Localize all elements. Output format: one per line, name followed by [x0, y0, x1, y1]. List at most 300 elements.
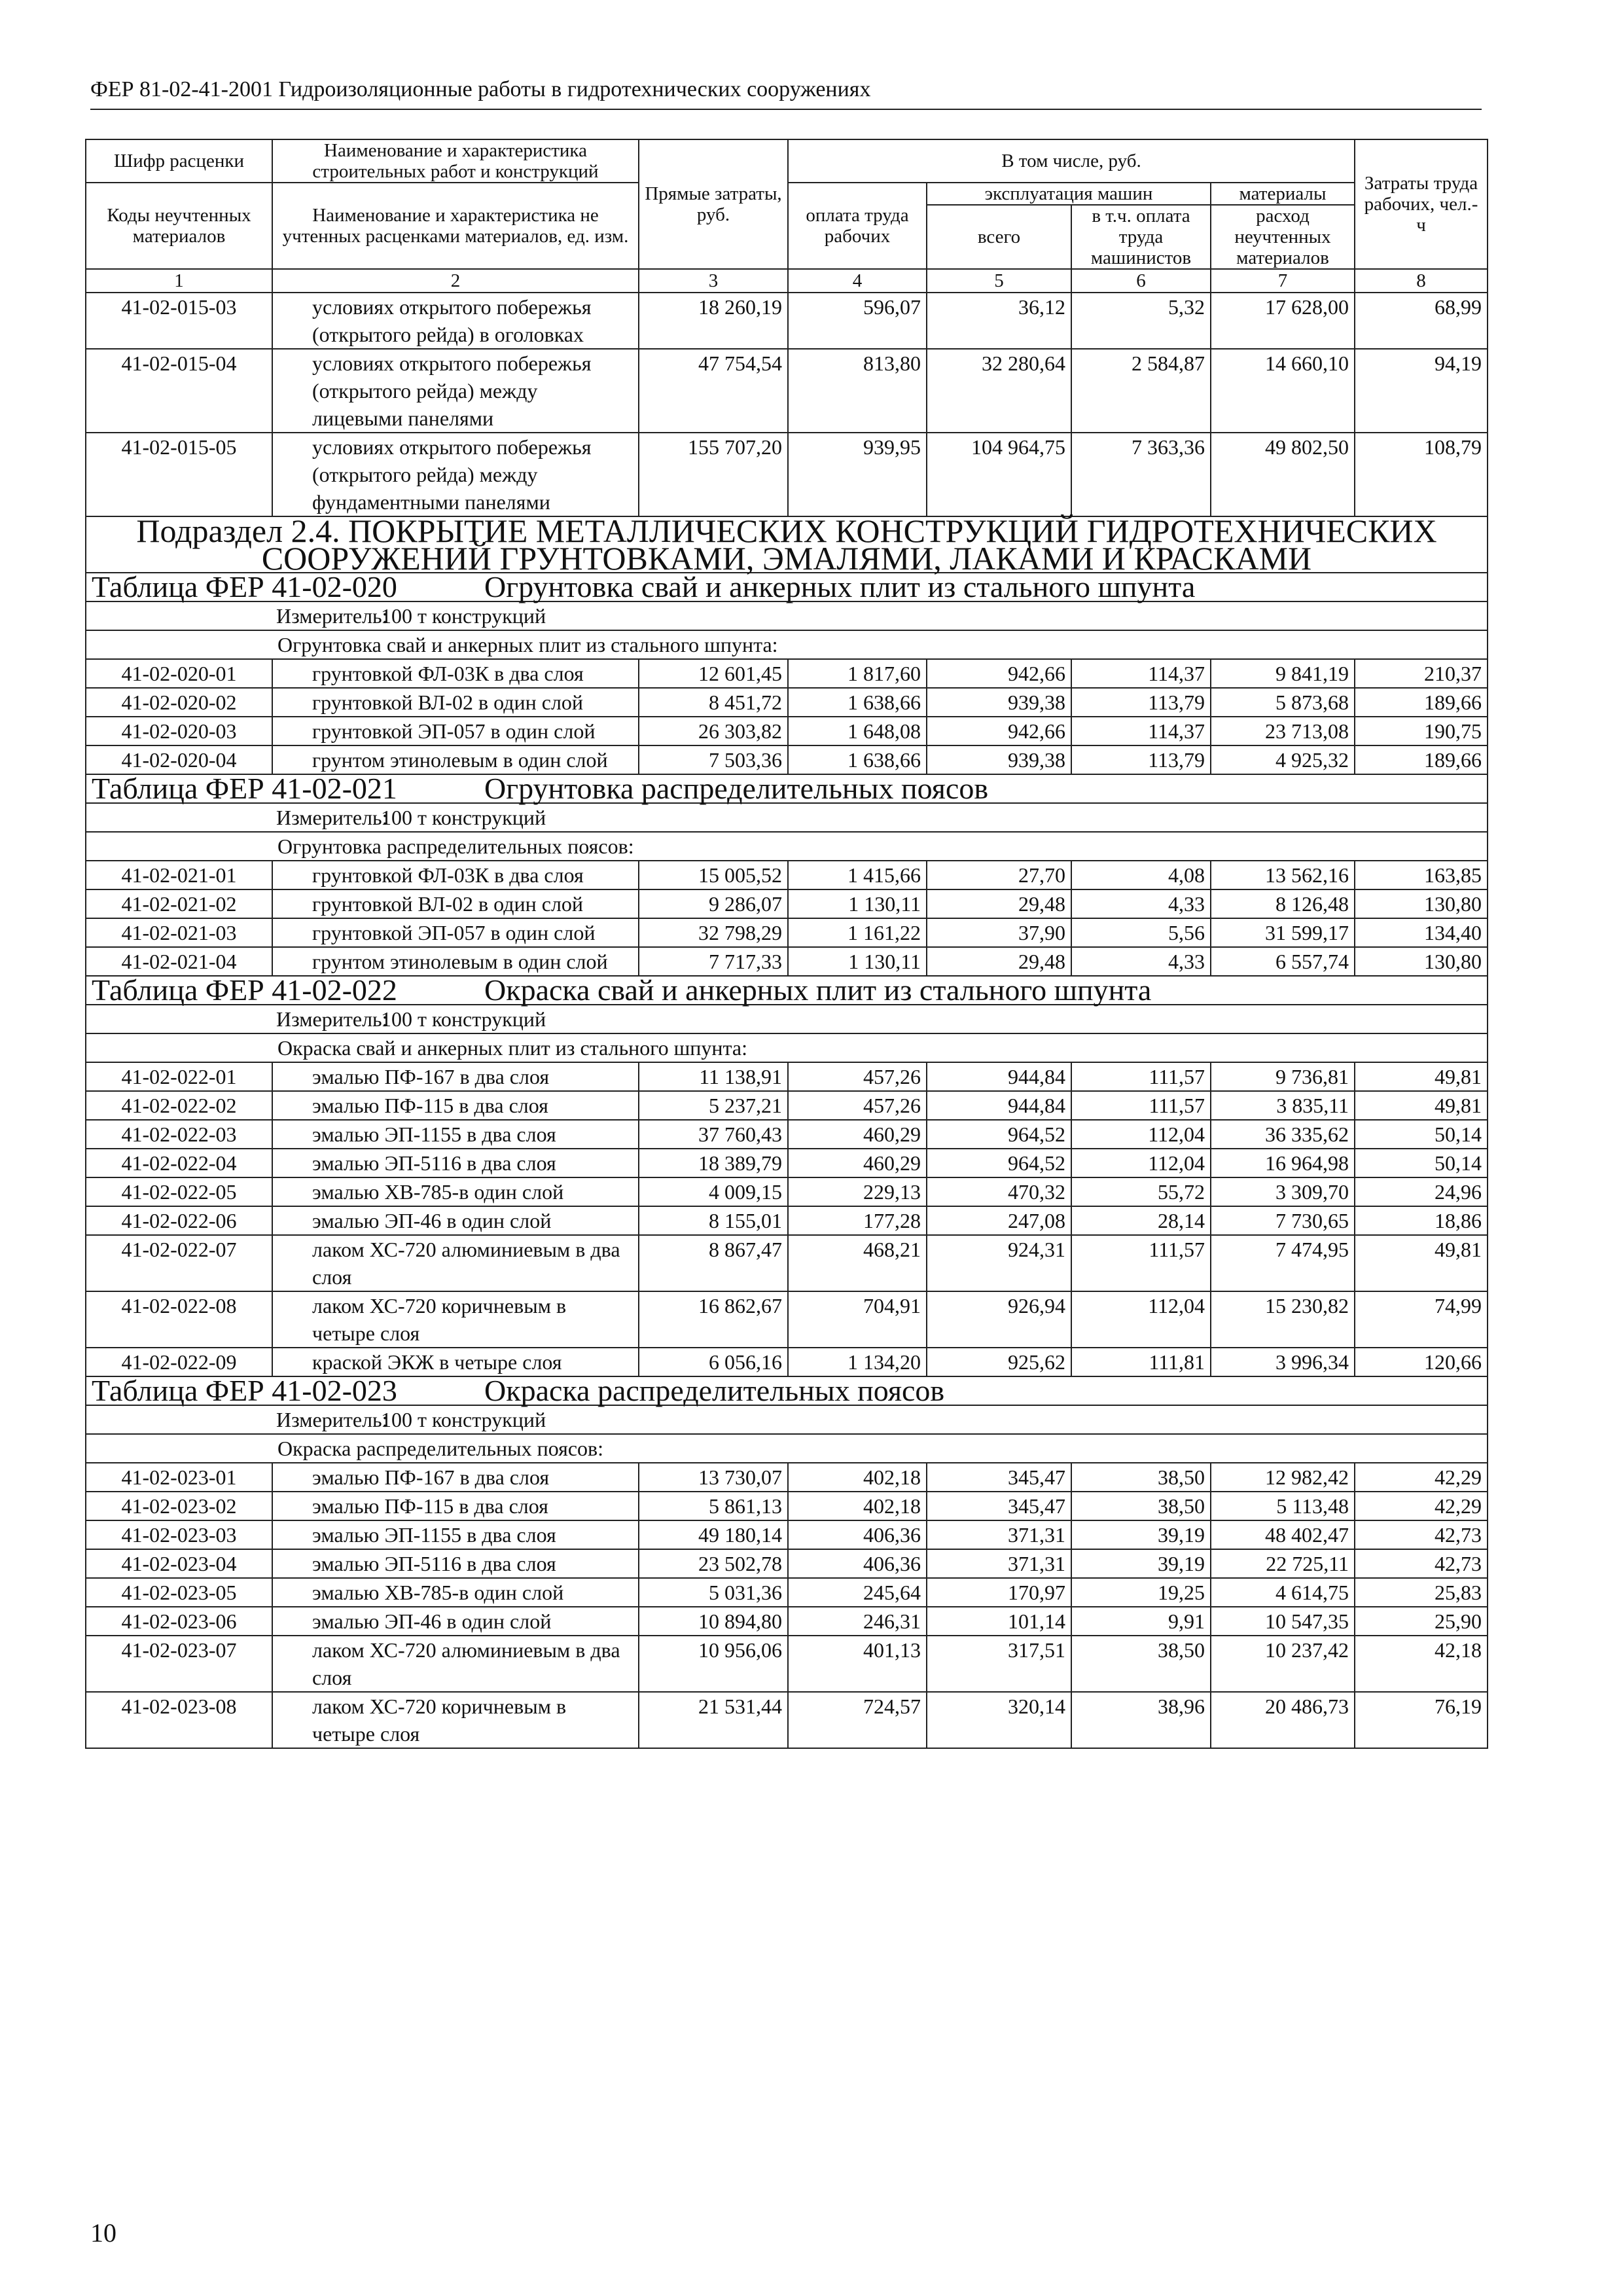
cell-wages: 1 648,08: [788, 717, 927, 745]
table-title-row: [86, 774, 1488, 803]
cell-machinists: 112,04: [1071, 1291, 1211, 1348]
page-header: ФЕР 81-02-41-2001 Гидроизоляционные работы в гидротехнических сооружениях: [90, 73, 1482, 110]
cell-wages: 406,36: [788, 1520, 927, 1549]
cell-code: 41-02-021-03: [86, 918, 272, 947]
section-title: Подраздел 2.4. ПОКРЫТИЕ МЕТАЛЛИЧЕСКИХ КОНСТРУКЦИЙ ГИДРОТЕХНИЧЕСКИХ СООРУЖЕНИЙ ГРУНТОВКАМИ, ЭМАЛЯМИ, ЛАКАМИ И КРАСКАМИ: [86, 516, 1488, 573]
cell-code: 41-02-023-06: [86, 1607, 272, 1636]
cell-code: 41-02-022-02: [86, 1091, 272, 1120]
column-number: 3: [639, 269, 788, 293]
meter-label: Измеритель:: [276, 806, 388, 829]
col-labor-header: Затраты труда рабочих, чел.-ч: [1355, 139, 1488, 269]
cell-labor: 18,86: [1355, 1206, 1488, 1235]
cell-machines: 964,52: [927, 1120, 1071, 1149]
cell-direct: 32 798,29: [639, 918, 788, 947]
cell-direct: 11 138,91: [639, 1062, 788, 1091]
meter-row: [86, 803, 1488, 832]
cell-wages: 245,64: [788, 1578, 927, 1607]
cell-materials: 7 730,65: [1211, 1206, 1355, 1235]
table-row: [86, 889, 1488, 918]
cell-direct: 37 760,43: [639, 1120, 788, 1149]
cell-name: условиях открытого побережья (открытого рейда) между фундаментными панелями: [272, 433, 639, 516]
cell-code: 41-02-022-07: [86, 1235, 272, 1291]
cell-name: грунтом этинолевым в один слой: [272, 947, 639, 976]
table-row: [86, 1607, 1488, 1636]
table-name: Окраска свай и анкерных плит из стального шпунта: [484, 973, 1152, 1007]
table-title: [86, 1376, 1488, 1405]
col-name-unaccounted-header: Наименование и характеристика не учтенных расценками материалов, ед. изм.: [272, 183, 639, 269]
col-direct-header: Прямые затраты, руб.: [639, 139, 788, 269]
cell-direct: 18 260,19: [639, 293, 788, 349]
cell-direct: 5 237,21: [639, 1091, 788, 1120]
cell-machines: 939,38: [927, 745, 1071, 774]
group-caption-row: [86, 630, 1488, 659]
cell-machines: 944,84: [927, 1091, 1071, 1120]
cell-code: 41-02-023-01: [86, 1463, 272, 1492]
cell-machinists: 111,57: [1071, 1062, 1211, 1091]
col-machinist-wages-header: в т.ч. оплата труда машинистов: [1071, 205, 1211, 269]
cell-materials: 7 474,95: [1211, 1235, 1355, 1291]
cell-machines: 371,31: [927, 1520, 1071, 1549]
cell-labor: 50,14: [1355, 1149, 1488, 1177]
cell-machinists: 7 363,36: [1071, 433, 1211, 516]
cell-wages: 460,29: [788, 1120, 927, 1149]
table-row: [86, 1636, 1488, 1692]
table-row: [86, 659, 1488, 688]
cell-machinists: 5,56: [1071, 918, 1211, 947]
cell-materials: 4 614,75: [1211, 1578, 1355, 1607]
column-number: 6: [1071, 269, 1211, 293]
cell-direct: 18 389,79: [639, 1149, 788, 1177]
meter-label: Измеритель:: [276, 604, 388, 628]
cell-direct: 9 286,07: [639, 889, 788, 918]
cell-machinists: 4,33: [1071, 947, 1211, 976]
cell-direct: 49 180,14: [639, 1520, 788, 1549]
cell-code: 41-02-022-09: [86, 1348, 272, 1376]
cell-name: условиях открытого побережья (открытого рейда) между лицевыми панелями: [272, 349, 639, 433]
table-name: Огрунтовка свай и анкерных плит из стального шпунта: [484, 570, 1196, 603]
cell-code: 41-02-020-03: [86, 717, 272, 745]
cell-labor: 190,75: [1355, 717, 1488, 745]
cell-labor: 42,29: [1355, 1463, 1488, 1492]
cell-materials: 3 996,34: [1211, 1348, 1355, 1376]
cell-materials: 15 230,82: [1211, 1291, 1355, 1348]
cell-machinists: 114,37: [1071, 717, 1211, 745]
page-number: 10: [90, 2218, 116, 2248]
cell-code: 41-02-015-04: [86, 349, 272, 433]
meter-row: [86, 601, 1488, 630]
table-row: [86, 433, 1488, 516]
cell-name: эмалью ЭП-1155 в два слоя: [272, 1520, 639, 1549]
cell-code: 41-02-023-03: [86, 1520, 272, 1549]
table-body: [86, 293, 1488, 1748]
table-row: [86, 1520, 1488, 1549]
column-number: 7: [1211, 269, 1355, 293]
cell-machines: 470,32: [927, 1177, 1071, 1206]
cell-name: грунтовкой ЭП-057 в один слой: [272, 918, 639, 947]
cell-materials: 48 402,47: [1211, 1520, 1355, 1549]
cell-materials: 9 841,19: [1211, 659, 1355, 688]
cell-direct: 23 502,78: [639, 1549, 788, 1578]
cell-machines: 942,66: [927, 659, 1071, 688]
cell-direct: 5 861,13: [639, 1492, 788, 1520]
cell-wages: 457,26: [788, 1091, 927, 1120]
cell-direct: 5 031,36: [639, 1578, 788, 1607]
cell-machines: 345,47: [927, 1463, 1071, 1492]
cell-labor: 50,14: [1355, 1120, 1488, 1149]
cell-machinists: 112,04: [1071, 1149, 1211, 1177]
cell-wages: 1 415,66: [788, 861, 927, 889]
meter: [86, 1005, 1488, 1033]
cell-code: 41-02-022-05: [86, 1177, 272, 1206]
meter-value: 100 т конструкций: [381, 806, 546, 829]
cell-machinists: 28,14: [1071, 1206, 1211, 1235]
cell-labor: 42,73: [1355, 1549, 1488, 1578]
cell-machines: 29,48: [927, 947, 1071, 976]
cell-labor: 210,37: [1355, 659, 1488, 688]
cell-code: 41-02-021-01: [86, 861, 272, 889]
cell-materials: 22 725,11: [1211, 1549, 1355, 1578]
cell-machines: 37,90: [927, 918, 1071, 947]
cell-materials: 8 126,48: [1211, 889, 1355, 918]
cell-direct: 10 956,06: [639, 1636, 788, 1692]
cell-wages: 406,36: [788, 1549, 927, 1578]
col-materials-sub-header: расход неучтенных материалов: [1211, 205, 1355, 269]
table-row: [86, 349, 1488, 433]
cell-machinists: 38,50: [1071, 1636, 1211, 1692]
cell-wages: 1 638,66: [788, 688, 927, 717]
cell-materials: 10 237,42: [1211, 1636, 1355, 1692]
cell-materials: 10 547,35: [1211, 1607, 1355, 1636]
cell-machines: 247,08: [927, 1206, 1071, 1235]
meter: [86, 601, 1488, 630]
table-row: [86, 1692, 1488, 1748]
cell-name: грунтом этинолевым в один слой: [272, 745, 639, 774]
table-row: [86, 688, 1488, 717]
cell-direct: 15 005,52: [639, 861, 788, 889]
cell-labor: 74,99: [1355, 1291, 1488, 1348]
cell-labor: 24,96: [1355, 1177, 1488, 1206]
cell-code: 41-02-023-02: [86, 1492, 272, 1520]
cell-machinists: 4,33: [1071, 889, 1211, 918]
cell-machines: 939,38: [927, 688, 1071, 717]
cell-code: 41-02-020-01: [86, 659, 272, 688]
cell-machinists: 5,32: [1071, 293, 1211, 349]
cell-name: грунтовкой ВЛ-02 в один слой: [272, 688, 639, 717]
cell-name: эмалью ПФ-167 в два слоя: [272, 1062, 639, 1091]
col-machines-header: эксплуатация машин: [927, 183, 1211, 205]
cell-labor: 120,66: [1355, 1348, 1488, 1376]
cell-machines: 29,48: [927, 889, 1071, 918]
cell-labor: 49,81: [1355, 1091, 1488, 1120]
column-number: 1: [86, 269, 272, 293]
cell-name: грунтовкой ФЛ-03К в два слоя: [272, 659, 639, 688]
cell-wages: 229,13: [788, 1177, 927, 1206]
meter-label: Измеритель:: [276, 1007, 388, 1031]
col-materials-header: материалы: [1211, 183, 1355, 205]
table-row: [86, 1062, 1488, 1091]
cell-labor: 163,85: [1355, 861, 1488, 889]
table-id: Таблица ФЕР 41-02-021: [92, 772, 397, 805]
cell-direct: 7 503,36: [639, 745, 788, 774]
cell-direct: 155 707,20: [639, 433, 788, 516]
cell-materials: 5 873,68: [1211, 688, 1355, 717]
table-row: [86, 745, 1488, 774]
cell-name: лаком ХС-720 коричневым в четыре слоя: [272, 1692, 639, 1748]
cell-labor: 189,66: [1355, 688, 1488, 717]
col-code-header: Шифр расценки: [86, 139, 272, 183]
column-numbers-row: [86, 269, 1488, 293]
group-caption-row: [86, 1033, 1488, 1062]
cell-machines: 101,14: [927, 1607, 1071, 1636]
group-caption: Окраска свай и анкерных плит из стального шпунта:: [86, 1033, 1488, 1062]
group-caption: Огрунтовка распределительных поясов:: [86, 832, 1488, 861]
col-name-header: Наименование и характеристика строительных работ и конструкций: [272, 139, 639, 183]
table-title: [86, 570, 1488, 603]
cell-labor: 134,40: [1355, 918, 1488, 947]
table-name: Окраска распределительных поясов: [484, 1374, 945, 1407]
cell-name: грунтовкой ВЛ-02 в один слой: [272, 889, 639, 918]
cell-wages: 402,18: [788, 1463, 927, 1492]
cell-machines: 926,94: [927, 1291, 1071, 1348]
cell-wages: 704,91: [788, 1291, 927, 1348]
cell-machinists: 39,19: [1071, 1549, 1211, 1578]
table-row: [86, 861, 1488, 889]
cell-materials: 20 486,73: [1211, 1692, 1355, 1748]
table-name: Огрунтовка распределительных поясов: [484, 772, 989, 805]
table-title: [86, 774, 1488, 803]
table-row: [86, 717, 1488, 745]
table-row: [86, 1091, 1488, 1120]
table-title-row: [86, 976, 1488, 1005]
column-number: 5: [927, 269, 1071, 293]
cell-machines: 944,84: [927, 1062, 1071, 1091]
meter: [86, 803, 1488, 832]
cell-machines: 345,47: [927, 1492, 1071, 1520]
cell-direct: 8 451,72: [639, 688, 788, 717]
column-number: 2: [272, 269, 639, 293]
cell-name: эмалью ЭП-1155 в два слоя: [272, 1120, 639, 1149]
table-title-row: [86, 573, 1488, 601]
cell-machines: 924,31: [927, 1235, 1071, 1291]
cell-machines: 317,51: [927, 1636, 1071, 1692]
cell-wages: 813,80: [788, 349, 927, 433]
cell-machinists: 114,37: [1071, 659, 1211, 688]
cell-code: 41-02-015-05: [86, 433, 272, 516]
cell-code: 41-02-021-04: [86, 947, 272, 976]
table-row: [86, 1206, 1488, 1235]
column-number: 4: [788, 269, 927, 293]
cell-machines: 32 280,64: [927, 349, 1071, 433]
cell-labor: 49,81: [1355, 1062, 1488, 1091]
cell-name: эмалью ЭП-5116 в два слоя: [272, 1549, 639, 1578]
cell-labor: 108,79: [1355, 433, 1488, 516]
cell-machinists: 111,57: [1071, 1091, 1211, 1120]
cell-direct: 8 867,47: [639, 1235, 788, 1291]
cell-code: 41-02-022-04: [86, 1149, 272, 1177]
cell-labor: 25,90: [1355, 1607, 1488, 1636]
cell-name: лаком ХС-720 алюминиевым в два слоя: [272, 1636, 639, 1692]
cell-machinists: 4,08: [1071, 861, 1211, 889]
cell-name: условиях открытого побережья (открытого рейда) в оголовках: [272, 293, 639, 349]
cell-wages: 1 134,20: [788, 1348, 927, 1376]
cell-wages: 596,07: [788, 293, 927, 349]
cell-wages: 177,28: [788, 1206, 927, 1235]
cell-machinists: 38,96: [1071, 1692, 1211, 1748]
cell-direct: 26 303,82: [639, 717, 788, 745]
cell-materials: 49 802,50: [1211, 433, 1355, 516]
meter: [86, 1405, 1488, 1434]
table-row: [86, 1120, 1488, 1149]
cell-code: 41-02-023-05: [86, 1578, 272, 1607]
cell-code: 41-02-015-03: [86, 293, 272, 349]
cell-name: лаком ХС-720 алюминиевым в два слоя: [272, 1235, 639, 1291]
table-id: Таблица ФЕР 41-02-020: [92, 570, 397, 603]
cell-machinists: 38,50: [1071, 1492, 1211, 1520]
cell-code: 41-02-023-07: [86, 1636, 272, 1692]
table-row: [86, 918, 1488, 947]
cell-name: эмалью ПФ-167 в два слоя: [272, 1463, 639, 1492]
cell-code: 41-02-022-08: [86, 1291, 272, 1348]
cell-wages: 1 161,22: [788, 918, 927, 947]
cell-wages: 468,21: [788, 1235, 927, 1291]
cell-direct: 6 056,16: [639, 1348, 788, 1376]
cell-labor: 25,83: [1355, 1578, 1488, 1607]
cell-direct: 8 155,01: [639, 1206, 788, 1235]
cell-direct: 4 009,15: [639, 1177, 788, 1206]
table-row: [86, 1549, 1488, 1578]
cell-machinists: 38,50: [1071, 1463, 1211, 1492]
cell-wages: 246,31: [788, 1607, 927, 1636]
cell-name: эмалью ЭП-5116 в два слоя: [272, 1149, 639, 1177]
col-machines-total-header: всего: [927, 205, 1071, 269]
rates-table: [85, 139, 1488, 1749]
cell-machinists: 55,72: [1071, 1177, 1211, 1206]
cell-code: 41-02-023-08: [86, 1692, 272, 1748]
cell-materials: 6 557,74: [1211, 947, 1355, 976]
cell-machinists: 113,79: [1071, 745, 1211, 774]
cell-machinists: 111,57: [1071, 1235, 1211, 1291]
cell-machines: 964,52: [927, 1149, 1071, 1177]
cell-labor: 189,66: [1355, 745, 1488, 774]
col-including-header: В том числе, руб.: [788, 139, 1355, 183]
cell-direct: 21 531,44: [639, 1692, 788, 1748]
cell-labor: 42,29: [1355, 1492, 1488, 1520]
cell-machinists: 111,81: [1071, 1348, 1211, 1376]
cell-materials: 3 309,70: [1211, 1177, 1355, 1206]
cell-labor: 42,73: [1355, 1520, 1488, 1549]
cell-wages: 1 638,66: [788, 745, 927, 774]
cell-code: 41-02-020-02: [86, 688, 272, 717]
cell-wages: 724,57: [788, 1692, 927, 1748]
group-caption-row: [86, 1434, 1488, 1463]
group-caption-row: [86, 832, 1488, 861]
cell-materials: 9 736,81: [1211, 1062, 1355, 1091]
table-row: [86, 1149, 1488, 1177]
cell-name: эмалью ЭП-46 в один слой: [272, 1607, 639, 1636]
cell-name: эмалью ХВ-785-в один слой: [272, 1578, 639, 1607]
cell-machines: 27,70: [927, 861, 1071, 889]
cell-machines: 170,97: [927, 1578, 1071, 1607]
cell-name: эмалью ЭП-46 в один слой: [272, 1206, 639, 1235]
cell-machinists: 9,91: [1071, 1607, 1211, 1636]
cell-code: 41-02-022-01: [86, 1062, 272, 1091]
table-header: [86, 139, 1488, 293]
cell-materials: 31 599,17: [1211, 918, 1355, 947]
cell-direct: 7 717,33: [639, 947, 788, 976]
cell-labor: 49,81: [1355, 1235, 1488, 1291]
cell-code: 41-02-022-06: [86, 1206, 272, 1235]
cell-machines: 925,62: [927, 1348, 1071, 1376]
cell-materials: 23 713,08: [1211, 717, 1355, 745]
section-row: [86, 516, 1488, 573]
table-row: [86, 1492, 1488, 1520]
cell-labor: 130,80: [1355, 947, 1488, 976]
cell-name: эмалью ПФ-115 в два слоя: [272, 1492, 639, 1520]
cell-materials: 17 628,00: [1211, 293, 1355, 349]
meter-row: [86, 1005, 1488, 1033]
cell-name: грунтовкой ФЛ-03К в два слоя: [272, 861, 639, 889]
cell-materials: 3 835,11: [1211, 1091, 1355, 1120]
table-row: [86, 947, 1488, 976]
cell-wages: 460,29: [788, 1149, 927, 1177]
cell-materials: 12 982,42: [1211, 1463, 1355, 1492]
col-code-unaccounted-header: Коды неучтенных материалов: [86, 183, 272, 269]
cell-labor: 130,80: [1355, 889, 1488, 918]
table-title: [86, 973, 1488, 1007]
cell-name: грунтовкой ЭП-057 в один слой: [272, 717, 639, 745]
cell-machinists: 113,79: [1071, 688, 1211, 717]
table-row: [86, 1578, 1488, 1607]
cell-machines: 371,31: [927, 1549, 1071, 1578]
cell-machinists: 112,04: [1071, 1120, 1211, 1149]
cell-wages: 401,13: [788, 1636, 927, 1692]
table-row: [86, 1348, 1488, 1376]
cell-wages: 457,26: [788, 1062, 927, 1091]
cell-machinists: 2 584,87: [1071, 349, 1211, 433]
meter-row: [86, 1405, 1488, 1434]
cell-wages: 402,18: [788, 1492, 927, 1520]
cell-machines: 36,12: [927, 293, 1071, 349]
cell-name: эмалью ПФ-115 в два слоя: [272, 1091, 639, 1120]
cell-direct: 16 862,67: [639, 1291, 788, 1348]
cell-code: 41-02-020-04: [86, 745, 272, 774]
cell-code: 41-02-023-04: [86, 1549, 272, 1578]
column-number: 8: [1355, 269, 1488, 293]
cell-direct: 12 601,45: [639, 659, 788, 688]
meter-label: Измеритель:: [276, 1408, 388, 1431]
cell-labor: 76,19: [1355, 1692, 1488, 1748]
cell-machinists: 19,25: [1071, 1578, 1211, 1607]
cell-machines: 104 964,75: [927, 433, 1071, 516]
table-row: [86, 1235, 1488, 1291]
cell-name: эмалью ХВ-785-в один слой: [272, 1177, 639, 1206]
cell-wages: 1 817,60: [788, 659, 927, 688]
table-id: Таблица ФЕР 41-02-022: [92, 973, 397, 1007]
cell-machines: 320,14: [927, 1692, 1071, 1748]
meter-value: 100 т конструкций: [381, 1007, 546, 1031]
cell-code: 41-02-021-02: [86, 889, 272, 918]
cell-code: 41-02-022-03: [86, 1120, 272, 1149]
cell-machines: 942,66: [927, 717, 1071, 745]
cell-direct: 13 730,07: [639, 1463, 788, 1492]
cell-materials: 4 925,32: [1211, 745, 1355, 774]
cell-wages: 939,95: [788, 433, 927, 516]
table-row: [86, 1291, 1488, 1348]
group-caption: Окраска распределительных поясов:: [86, 1434, 1488, 1463]
table-row: [86, 1463, 1488, 1492]
cell-materials: 14 660,10: [1211, 349, 1355, 433]
cell-name: лаком ХС-720 коричневым в четыре слоя: [272, 1291, 639, 1348]
